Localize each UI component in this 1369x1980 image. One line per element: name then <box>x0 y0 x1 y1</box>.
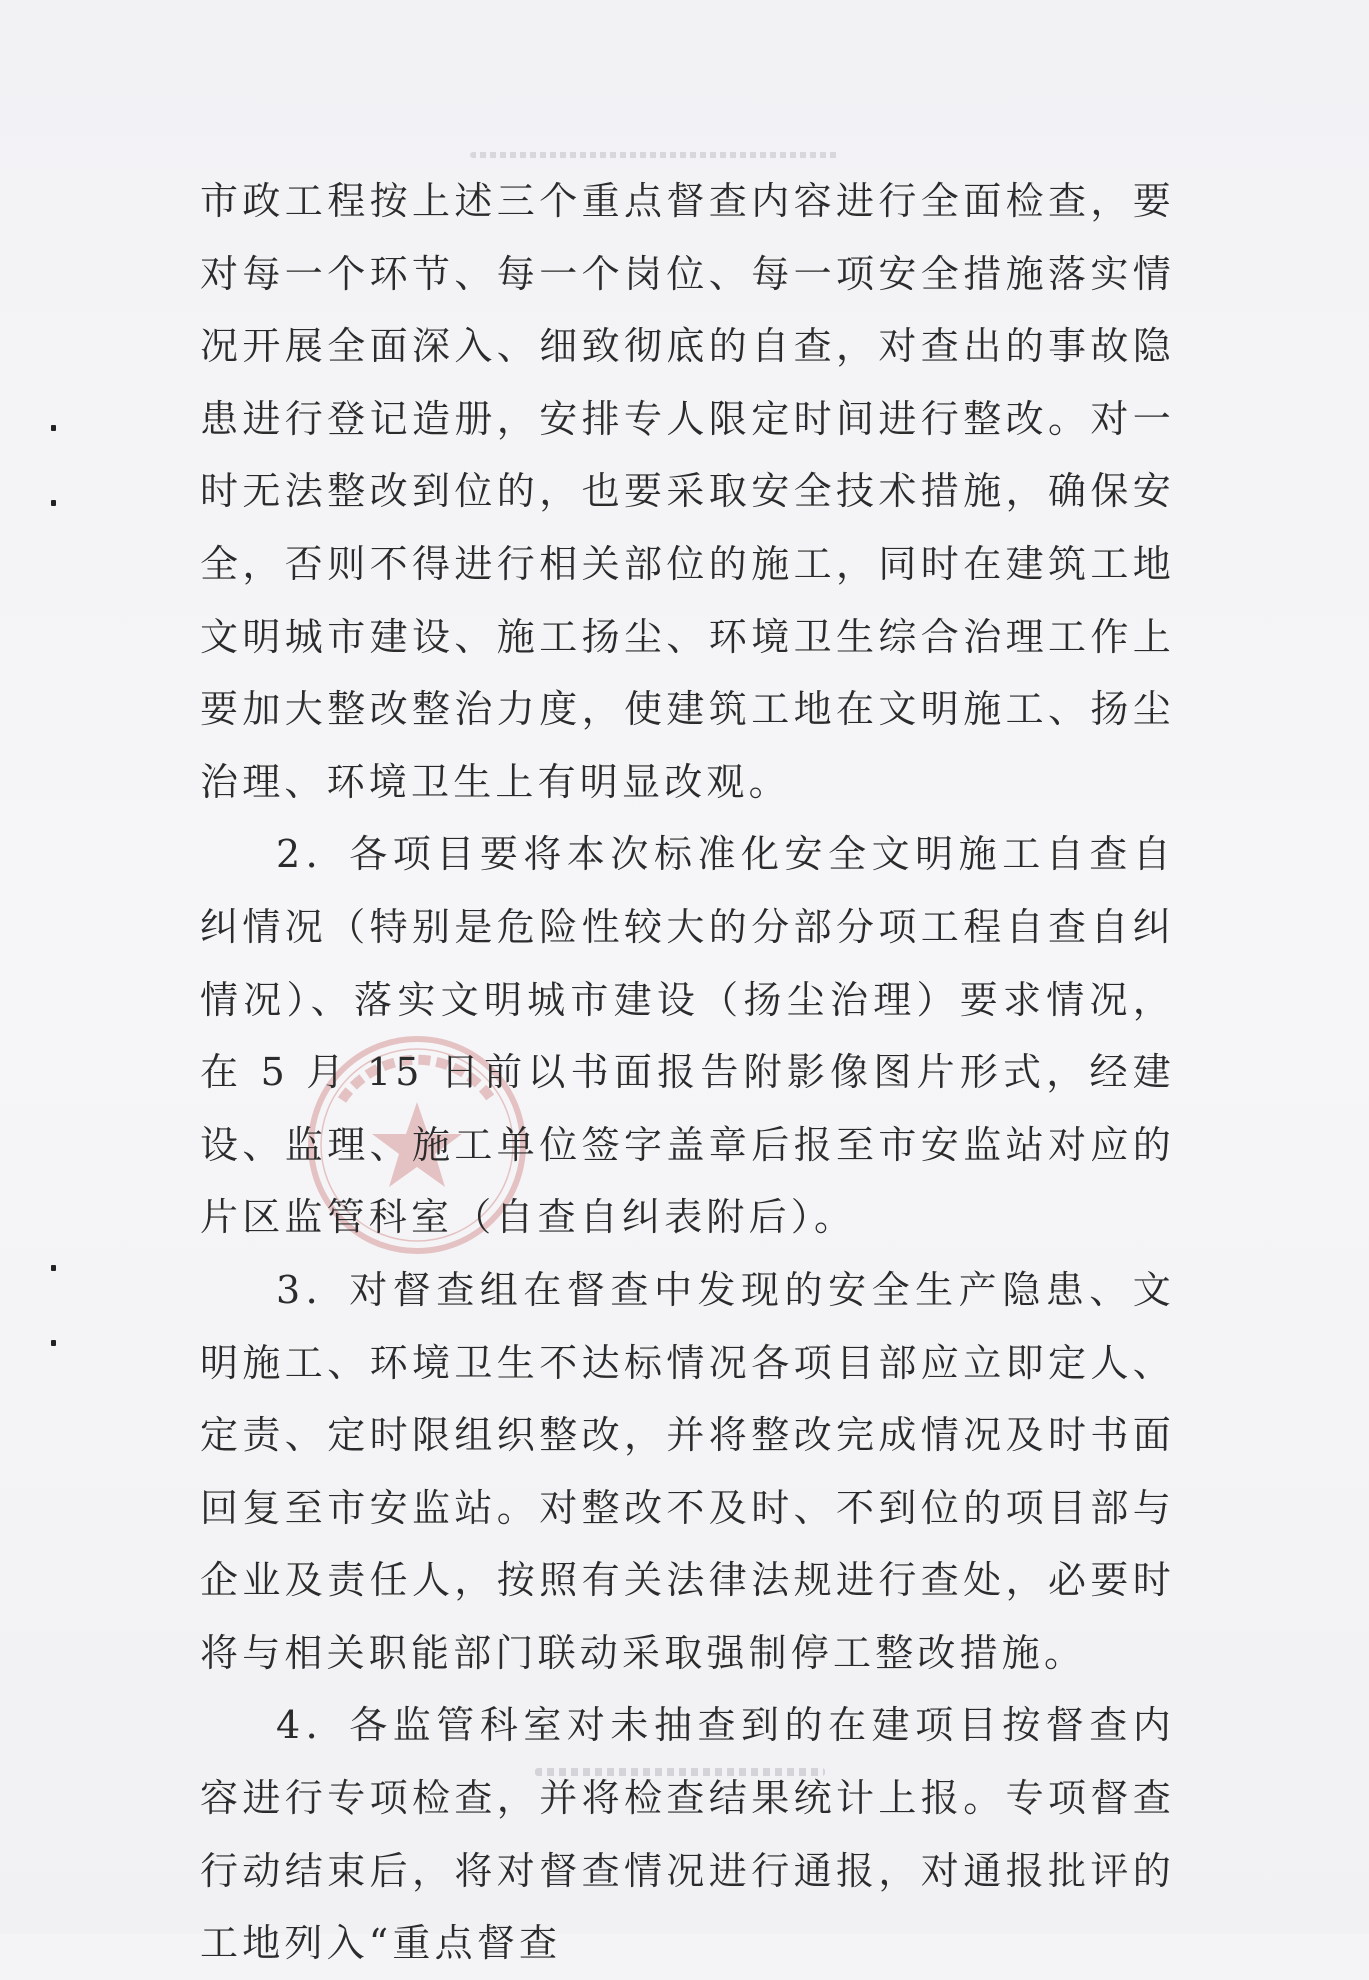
binding-hole-mark <box>51 425 56 431</box>
document-body <box>200 165 1175 1980</box>
binding-hole-mark <box>51 1340 56 1346</box>
scan-artifact-top <box>470 152 840 158</box>
binding-hole-mark <box>51 1265 56 1271</box>
paragraph-4: 4．各监管科室对未抽查到的在建项目按督查内容进行专项检查，并将检查结果统计上报。专项督查行动结束后，将对督查情况进行通报，对通报批评的工地列入“重点督查 <box>200 1703 1175 1966</box>
paragraph-2: 2．各项目要将本次标准化安全文明施工自查自纠情况（特别是危险性较大的分部分项工程自查自纠情况）、落实文明城市建设（扬尘治理）要求情况，在 5 月 15 日前以书面报告附影像图片形式，经建设、监理、施工单位签字盖章后报至市安监站对应的片区监管科室（自查自纠表附后）。 <box>200 832 1175 1240</box>
scan-artifact-bottom <box>535 1768 825 1776</box>
paragraph-1: 市政工程按上述三个重点督查内容进行全面检查，要对每一个环节、每一个岗位、每一项安全措施落实情况开展全面深入、细致彻底的自查，对查出的事故隐患进行登记造册，安排专人限定时间进行整改。对一时无法整改到位的，也要采取安全技术措施，确保安全，否则不得进行相关部位的施工，同时在建筑工地文明城市建设、施工扬尘、环境卫生综合治理工作上要加大整改整治力度，使建筑工地在文明施工、扬尘治理、环境卫生上有明显改观。 <box>200 179 1175 804</box>
paragraph-3: 3．对督查组在督查中发现的安全生产隐患、文明施工、环境卫生不达标情况各项目部应立即定人、定责、定时限组织整改，并将整改完成情况及时书面回复至市安监站。对整改不及时、不到位的项目部与企业及责任人，按照有关法律法规进行查处，必要时将与相关职能部门联动采取强制停工整改措施。 <box>200 1267 1175 1675</box>
binding-hole-mark <box>51 500 56 506</box>
